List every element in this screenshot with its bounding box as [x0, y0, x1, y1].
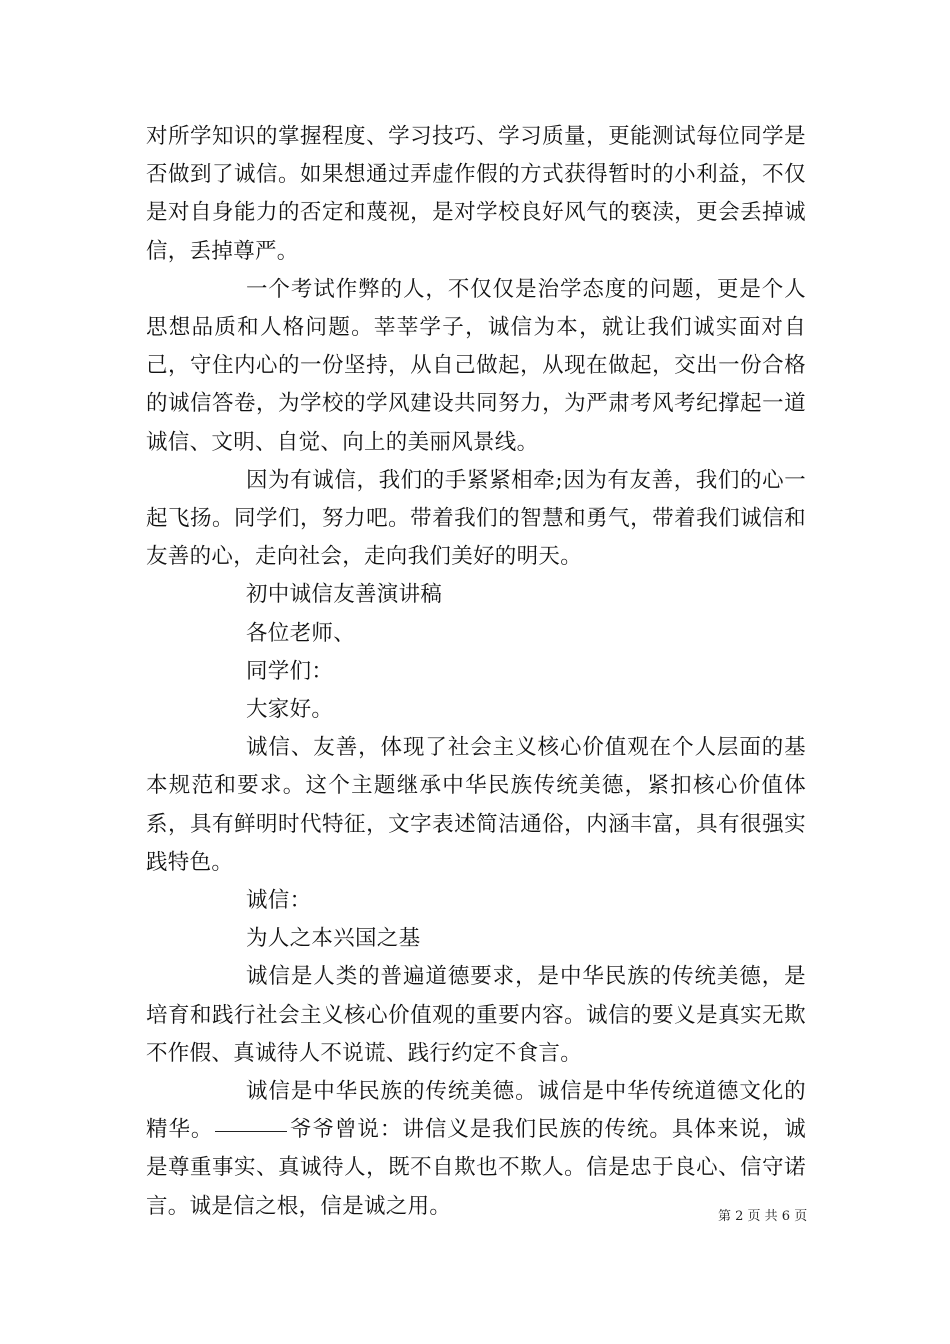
paragraph: 因为有诚信，我们的手紧紧相牵;因为有友善，我们的心一起飞扬。同学们，努力吧。带着我们的智慧和勇气，带着我们诚信和友善的心，走向社会，走向我们美好的明天。: [146, 467, 806, 570]
paragraph-text-before-blank: 诚信是中华民族的传统美德。诚信是中华传统道德文化的精华。: [146, 1079, 806, 1143]
paragraph-text-after-blank: 爷爷曾说：讲信义是我们民族的传统。具体来说，诚是尊重事实、真诚待人，既不自欺也不欺人。信是忠于良心、信守诺言。诚是信之根，信是诚之用。: [146, 1117, 806, 1219]
paragraph: [146, 1073, 806, 1226]
salutation-line: 同学们：: [246, 658, 334, 684]
page-number-footer: 第 2 页 共 6 页: [718, 1209, 808, 1224]
paragraph: 诚信是人类的普遍道德要求，是中华民族的传统美德，是培育和践行社会主义核心价值观的重要内容。诚信的要义是真实无欺不作假、真诚待人不说谎、践行约定不食言。: [146, 964, 806, 1066]
paragraph: 一个考试作弊的人，不仅仅是治学态度的问题，更是个人思想品质和人格问题。莘莘学子，诚信为本，就让我们诚实面对自己，守住内心的一份坚持，从自己做起，从现在做起，交出一份合格的诚信答卷，为学校的学风建设共同努力，为严肃考风考纪撑起一道诚信、文明、自觉、向上的美丽风景线。: [146, 276, 806, 455]
greeting-line: 大家好。: [246, 697, 334, 723]
paragraph: 诚信、友善，体现了社会主义核心价值观在个人层面的基本规范和要求。这个主题继承中华民族传统美德，紧扣核心价值体系，具有鲜明时代特征，文字表述简洁通俗，内涵丰富，具有很强实践特色。: [146, 735, 806, 875]
body-text: [146, 118, 806, 1226]
blank-underline: [215, 1130, 287, 1132]
salutation-line: 各位老师、: [246, 620, 356, 646]
section-subheading: 为人之本兴国之基: [246, 926, 421, 952]
section-heading: 诚信：: [246, 888, 312, 914]
paragraph: 对所学知识的掌握程度、学习技巧、学习质量，更能测试每位同学是否做到了诚信。如果想通过弄虚作假的方式获得暂时的小利益，不仅是对自身能力的否定和蔑视，是对学校良好风气的亵渎，更会丢掉诚信，丢掉尊严。: [146, 124, 806, 264]
speech-title: 初中诚信友善演讲稿: [246, 582, 443, 608]
